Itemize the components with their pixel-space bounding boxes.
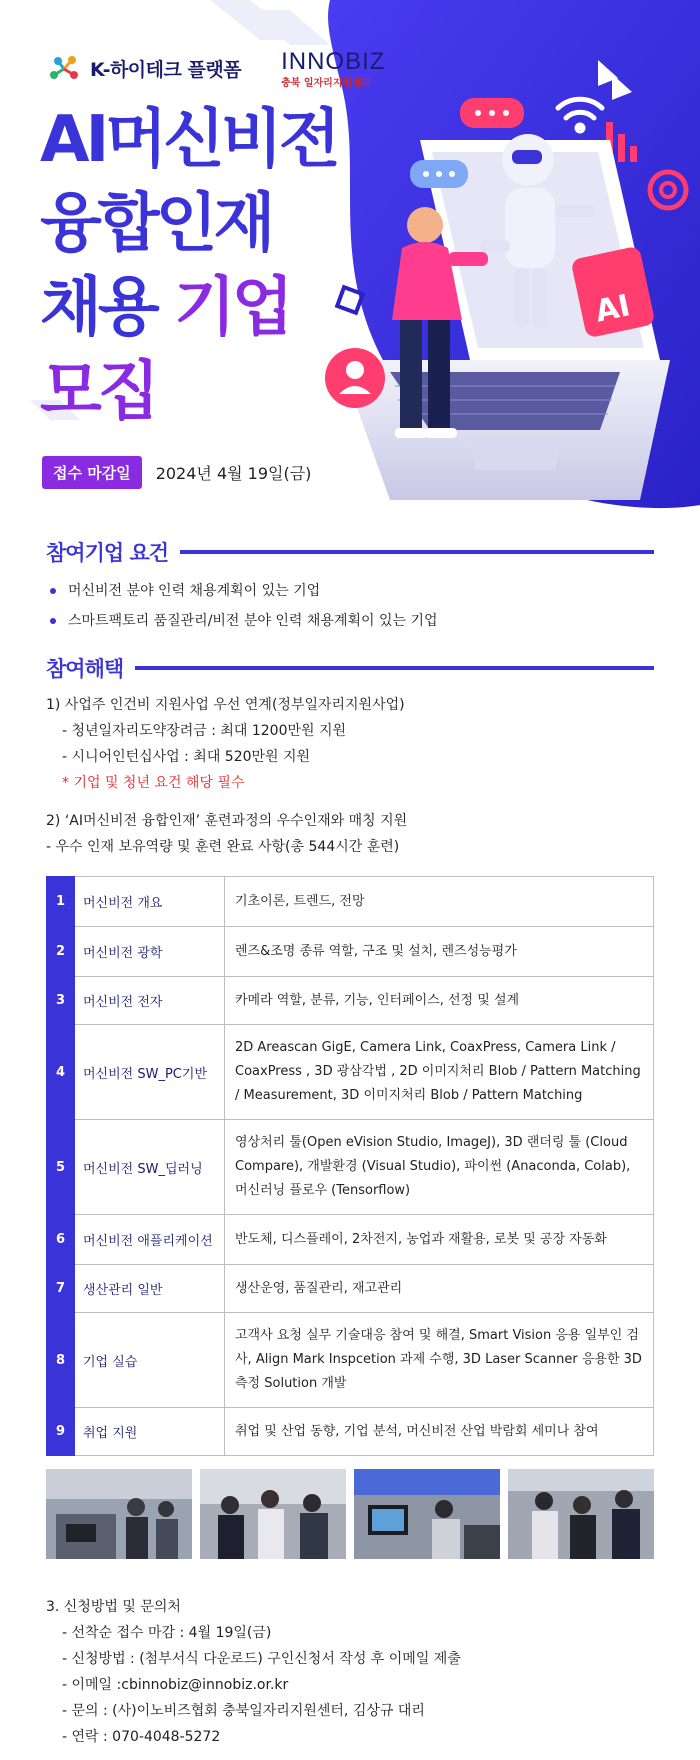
training-photo — [46, 1469, 192, 1559]
list-item — [50, 606, 438, 636]
row-subject: 머신비전 SW_딥러닝 — [75, 1120, 225, 1215]
row-detail: 렌즈&조명 종류 역할, 구조 및 설치, 렌즈성능평가 — [225, 927, 654, 977]
innobiz-logo-subtext: 충북 일자리지원센터 — [281, 78, 372, 89]
row-number: 4 — [47, 1025, 75, 1120]
hero-banner — [0, 0, 700, 520]
row-subject: 머신비전 개요 — [75, 877, 225, 927]
deadline-badge: 접수 마감일 — [42, 456, 142, 489]
benefit-item-2: 2) ‘AI머신비전 융합인재’ 훈련과정의 우수인재와 매칭 지원 — [46, 813, 408, 829]
row-number: 2 — [47, 927, 75, 977]
bullet-icon — [50, 588, 56, 594]
hero-title — [40, 98, 337, 434]
row-number: 9 — [47, 1408, 75, 1456]
row-subject: 생산관리 일반 — [75, 1265, 225, 1313]
application-phone: - 연락 : 070-4048-5272 — [62, 1729, 221, 1745]
training-photo — [354, 1469, 500, 1559]
benefit-item-2-sub: - 우수 인재 보유역량 및 훈련 완료 사항(총 544시간 훈련) — [46, 839, 400, 855]
benefit-item-1: 1) 사업주 인건비 지원사업 우선 연계(정부일자리지원사업) — [46, 697, 405, 713]
application-contact: - 문의 : (사)이노비즈협회 충북일자리지원센터, 김상규 대리 — [62, 1703, 425, 1719]
row-detail: 취업 및 산업 동향, 기업 분석, 머신비전 산업 박람회 세미나 참여 — [225, 1408, 654, 1456]
row-detail: 카메라 역할, 분류, 기능, 인터페이스, 선정 및 설계 — [225, 977, 654, 1025]
table-row — [47, 1120, 654, 1215]
training-photo — [200, 1469, 346, 1559]
training-photo — [508, 1469, 654, 1559]
benefits-heading — [46, 653, 654, 683]
row-detail: 영상처리 툴(Open eVision Studio, ImageJ), 3D 랜더링 툴 (Cloud Compare), 개발환경 (Visual Studio), 파이썬 (Anaconda, Colab), 머신러닝 플로우 (Tensorflow) — [225, 1120, 654, 1215]
row-number: 1 — [47, 877, 75, 927]
row-subject: 머신비전 애플리케이션 — [75, 1215, 225, 1265]
table-row — [47, 1265, 654, 1313]
hero-title-line-3b: 기업 — [173, 271, 290, 345]
hero-title-line-1: AI머신비전 — [40, 103, 337, 177]
row-subject: 머신비전 광학 — [75, 927, 225, 977]
deadline-row — [42, 456, 311, 489]
application-title: 3. 신청방법 및 문의처 — [46, 1599, 181, 1615]
row-detail: 고객사 요청 실무 기술대응 참여 및 해결, Smart Vision 응용 일부인 검사, Align Mark Inspcetion 과제 수행, 3D Laser Scanner 응용한 3D 측정 Solution 개발 — [225, 1313, 654, 1408]
ai-badge-label: AI — [592, 288, 634, 330]
requirements-list — [50, 576, 438, 636]
benefit-item-1-note: * 기업 및 청년 요건 해당 필수 — [62, 775, 245, 791]
application-deadline: - 선착순 접수 마감 : 4월 19일(금) — [62, 1625, 272, 1641]
row-subject: 취업 지원 — [75, 1408, 225, 1456]
k-hitech-logo-text: K-하이테크 플랫폼 — [90, 59, 242, 81]
benefit-item-1-sub-2: - 시니어인턴십사업 : 최대 520만원 지원 — [62, 749, 311, 765]
row-subject: 머신비전 SW_PC기반 — [75, 1025, 225, 1120]
section-divider — [135, 666, 654, 670]
row-number: 7 — [47, 1265, 75, 1313]
requirements-title: 참여기업 요건 — [46, 541, 169, 565]
row-subject: 머신비전 전자 — [75, 977, 225, 1025]
benefit-item-1-sub-1: - 청년일자리도약장려금 : 최대 1200만원 지원 — [62, 723, 347, 739]
requirement-text: 스마트팩토리 품질관리/비전 분야 인력 채용계획이 있는 기업 — [68, 613, 438, 629]
table-row — [47, 877, 654, 927]
deadline-date: 2024년 4월 19일(금) — [155, 464, 312, 483]
innobiz-logo-text: INNOBIZ — [281, 48, 386, 75]
table-row — [47, 1408, 654, 1456]
hero-title-line-4: 모집 — [40, 355, 156, 429]
row-detail: 생산운영, 품질관리, 재고관리 — [225, 1265, 654, 1313]
requirements-heading — [46, 537, 654, 567]
row-number: 8 — [47, 1313, 75, 1408]
training-photos — [46, 1469, 654, 1559]
application-method: - 신청방법 : (첨부서식 다운로드) 구인신청서 작성 후 이메일 제출 — [62, 1651, 461, 1667]
benefits-body — [46, 692, 666, 860]
curriculum-table — [46, 876, 654, 1456]
row-detail: 기초이론, 트렌드, 전망 — [225, 877, 654, 927]
application-email: - 이메일 :cbinnobiz@innobiz.or.kr — [62, 1677, 289, 1693]
innobiz-logo — [281, 48, 385, 89]
k-hitech-logo-icon — [48, 55, 84, 83]
table-row — [47, 1025, 654, 1120]
hero-title-line-3a: 채용 — [40, 271, 174, 345]
row-subject: 기업 실습 — [75, 1313, 225, 1408]
table-row — [47, 927, 654, 977]
benefits-title: 참여해택 — [46, 657, 124, 681]
row-detail: 2D Areascan GigE, Camera Link, CoaxPress, Camera Link / CoaxPress , 3D 광삼각법 , 2D 이미지처리 Blob / Pattern Matching / Measurement, 3D 이미지처리 Blob / Pattern Matching — [225, 1025, 654, 1120]
k-hitech-logo — [48, 55, 241, 83]
bullet-icon — [50, 618, 56, 624]
square-decor — [337, 287, 363, 313]
section-divider — [180, 550, 654, 554]
table-row — [47, 1215, 654, 1265]
hero-title-line-3 — [40, 266, 337, 350]
table-row — [47, 1313, 654, 1408]
application-section — [46, 1594, 666, 1750]
list-item — [50, 576, 438, 606]
table-row — [47, 977, 654, 1025]
row-detail: 반도체, 디스플레이, 2차전지, 농업과 재활용, 로봇 및 공장 자동화 — [225, 1215, 654, 1265]
row-number: 6 — [47, 1215, 75, 1265]
requirement-text: 머신비전 분야 인력 채용계획이 있는 기업 — [68, 583, 321, 599]
row-number: 5 — [47, 1120, 75, 1215]
row-number: 3 — [47, 977, 75, 1025]
hero-title-line-2: 융합인재 — [40, 187, 272, 261]
logo-row — [48, 48, 385, 89]
